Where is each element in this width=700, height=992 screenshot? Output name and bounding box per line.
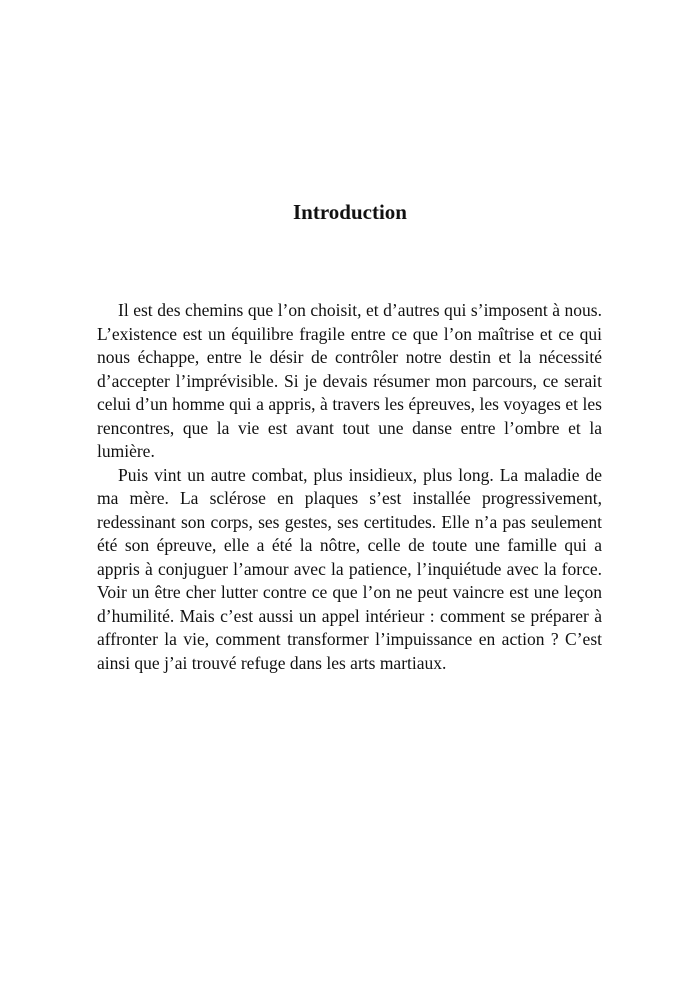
paragraph-2: Puis vint un autre combat, plus insidieux, plus long. La maladie de ma mère. La sclérose en plaques s’est installée progressivement, redessinant son corps, ses gestes, ses certitudes. Elle n’a pas seulement été son épreuve, elle a été la nôtre, celle de toute une famille qui a appris à conjuguer l’amour avec la patience, l’inquiétude avec la force. Voir un être cher lutter contre ce que l’on ne peut vaincre est une leçon d’humilité. Mais c’est aussi un appel intérieur : comment se préparer à affronter la vie, comment transformer l’impuissance en action ? C’est ainsi que j’ai trouvé refuge dans les arts martiaux. — [97, 464, 602, 673]
page-title: Introduction — [293, 200, 407, 224]
body-text — [97, 299, 602, 675]
paragraph-1: Il est des chemins que l’on choisit, et d’autres qui s’imposent à nous. L’existence est un équilibre fragile entre ce que l’on maîtrise et ce qui nous échappe, entre le désir de contrôler notre destin et la nécessité d’accepter l’imprévisible. Si je devais résumer mon parcours, ce serait celui d’un homme qui a appris, à travers les épreuves, les voyages et les rencontres, que la vie est avant tout une danse entre l’ombre et la lumière. — [97, 300, 602, 461]
